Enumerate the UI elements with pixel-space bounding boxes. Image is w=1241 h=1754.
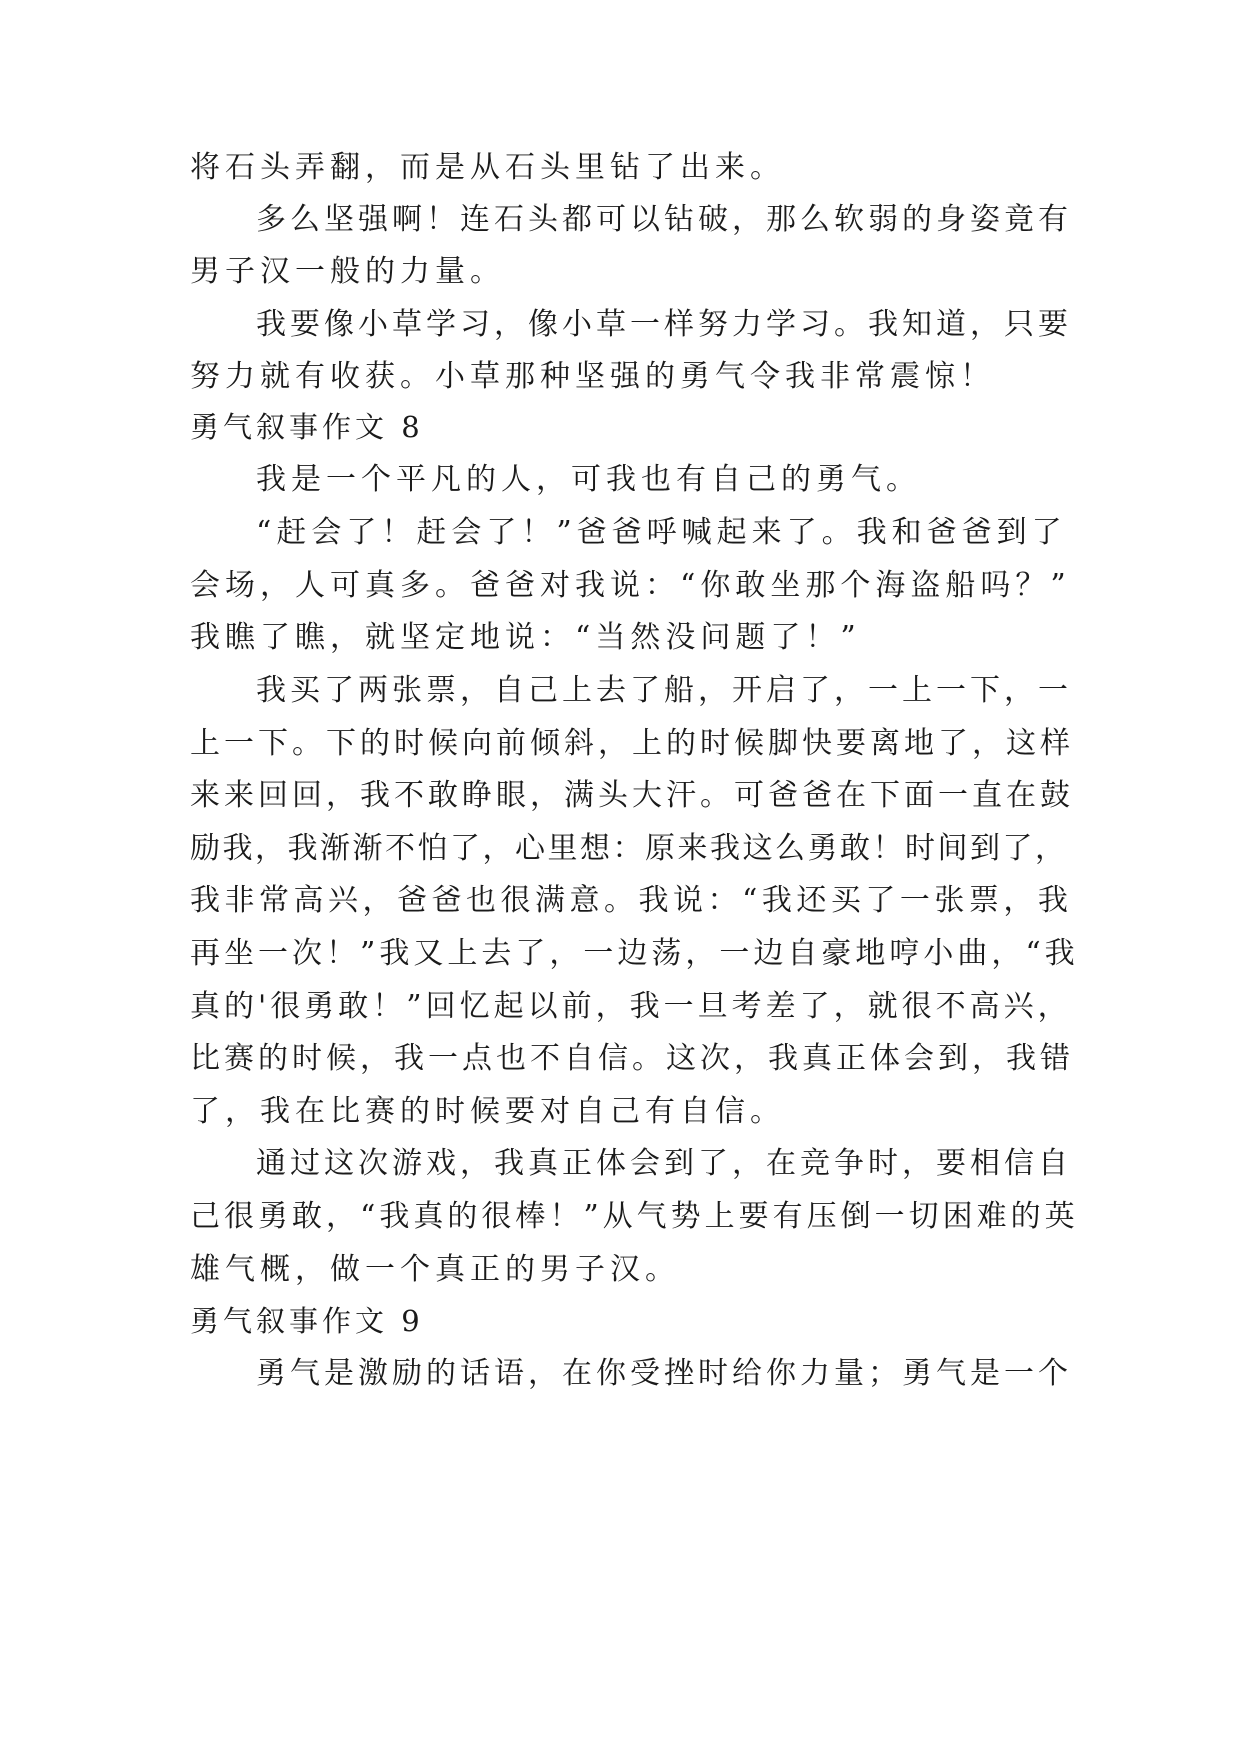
paragraph-line: 上一下。下的时候向前倾斜，上的时候脚快要离地了，这样 <box>190 726 1074 761</box>
paragraph-line: 我要像小草学习，像小草一样努力学习。我知道，只要 <box>256 307 1072 342</box>
paragraph-line: 男子汉一般的力量。 <box>190 254 505 289</box>
paragraph-line: 比赛的时候，我一点也不自信。这次，我真正体会到，我错 <box>190 1041 1074 1076</box>
paragraph-line: “赶会了！赶会了！”爸爸呼喊起来了。我和爸爸到了 <box>256 515 1067 550</box>
paragraph-line: 努力就有收获。小草那种坚强的勇气令我非常震惊！ <box>190 359 995 394</box>
paragraph-line: 己很勇敢，“我真的很棒！”从气势上要有压倒一切困难的英 <box>190 1199 1079 1234</box>
paragraph-line: 励我，我渐渐不怕了，心里想：原来我这么勇敢！时间到了， <box>190 831 1068 866</box>
paragraph-line: 我非常高兴，爸爸也很满意。我说：“我还买了一张票，我 <box>190 883 1073 918</box>
paragraph-line: 通过这次游戏，我真正体会到了，在竞争时，要相信自 <box>256 1146 1072 1181</box>
paragraph-line: 来来回回，我不敢睁眼，满头大汗。可爸爸在下面一直在鼓 <box>190 778 1074 813</box>
paragraph-line: 我瞧了瞧，就坚定地说：“当然没问题了！” <box>190 620 861 655</box>
paragraph-line: 我是一个平凡的人，可我也有自己的勇气。 <box>256 462 921 497</box>
paragraph-line: 再坐一次！”我又上去了，一边荡，一边自豪地哼小曲，“我 <box>190 936 1079 971</box>
paragraph-line: 会场，人可真多。爸爸对我说：“你敢坐那个海盗船吗？” <box>190 568 1071 603</box>
paragraph-line: 我买了两张票，自己上去了船，开启了，一上一下，一 <box>256 673 1072 708</box>
section-heading: 勇气叙事作文 8 <box>190 410 424 444</box>
paragraph-line: 勇气是激励的话语，在你受挫时给你力量；勇气是一个 <box>256 1356 1072 1391</box>
paragraph-line: 了，我在比赛的时候要对自己有自信。 <box>190 1094 785 1129</box>
section-heading: 勇气叙事作文 9 <box>190 1304 424 1338</box>
paragraph-line: 雄气概，做一个真正的男子汉。 <box>190 1252 680 1287</box>
paragraph-line: 真的'很勇敢！”回忆起以前，我一旦考差了，就很不高兴， <box>190 989 1072 1024</box>
paragraph-line: 将石头弄翻，而是从石头里钻了出来。 <box>190 150 785 185</box>
paragraph-line: 多么坚强啊！连石头都可以钻破，那么软弱的身姿竟有 <box>256 202 1072 237</box>
